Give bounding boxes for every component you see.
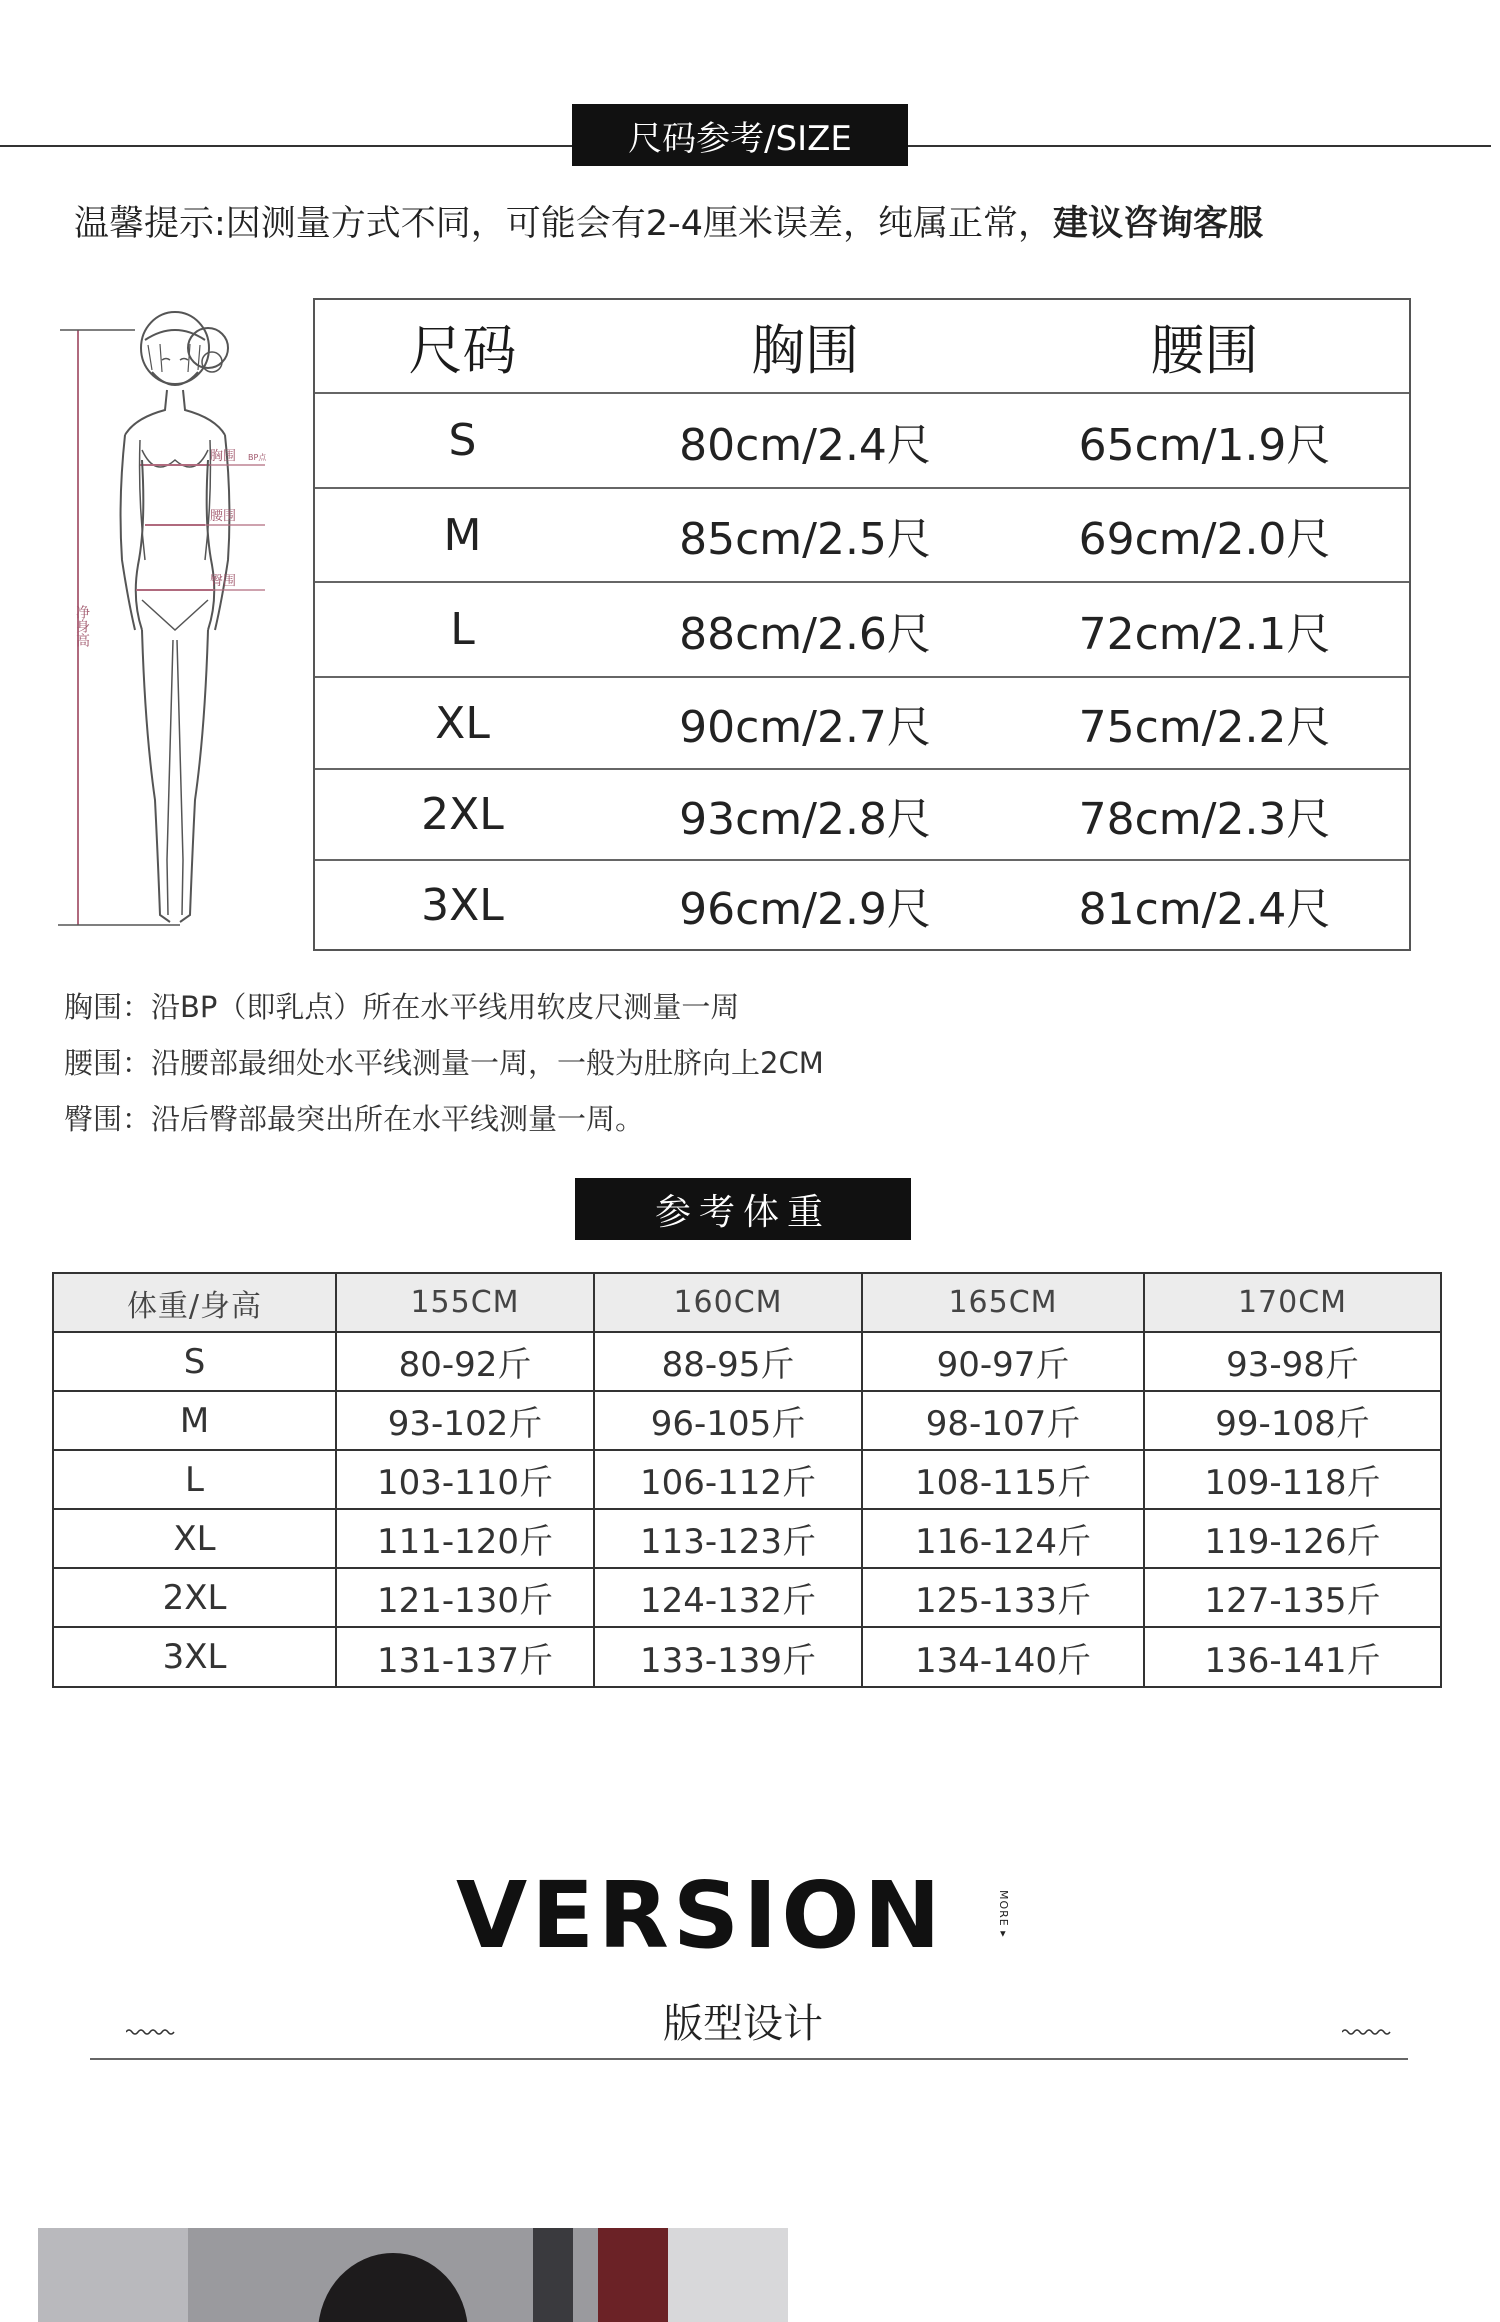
waist-cell: 81cm/2.4尺 — [1078, 884, 1331, 935]
waist-cell: 75cm/2.2尺 — [1078, 702, 1331, 753]
size-cell: L — [450, 604, 475, 655]
bust-cell: 96cm/2.9尺 — [679, 884, 931, 935]
weight-cell: 119-126斤 — [1204, 1522, 1381, 1562]
body-figure-illustration — [50, 300, 310, 940]
more-link[interactable] — [997, 1890, 1010, 1938]
weight-header-160: 160CM — [595, 1274, 863, 1331]
weight-cell: 93-102斤 — [337, 1392, 595, 1449]
size-table-row — [315, 678, 1409, 770]
weight-table-row — [54, 1451, 1440, 1510]
waist-cell: 69cm/2.0尺 — [1078, 514, 1331, 565]
size-cell: 3XL — [421, 879, 504, 931]
weight-header-165: 165CM — [863, 1274, 1145, 1331]
weight-cell: 93-98斤 — [1226, 1345, 1359, 1385]
figure-label-height: 净身高 — [74, 605, 90, 647]
version-subtitle: 版型设计 — [663, 2001, 823, 2047]
weight-cell: 109-118斤 — [1204, 1463, 1381, 1503]
bust-cell: 93cm/2.8尺 — [679, 793, 931, 845]
tip-bold: 建议咨询客服 — [1052, 204, 1263, 244]
size-table-row — [315, 770, 1409, 861]
weight-size-cell: S — [54, 1333, 337, 1390]
figure-label-hip: 臀围 — [210, 574, 237, 589]
size-table-header — [315, 300, 1409, 394]
product-photo — [38, 2228, 788, 2322]
bust-cell: 85cm/2.5尺 — [679, 514, 931, 565]
size-header-waist: 腰围 — [1150, 318, 1259, 382]
weight-cell: 80-92斤 — [337, 1333, 595, 1390]
squiggle-decoration-left — [126, 2027, 178, 2037]
weight-header-170: 170CM — [1237, 1285, 1348, 1320]
more-label: MORE — [997, 1890, 1010, 1927]
weight-cell: 106-112斤 — [595, 1451, 863, 1508]
weight-table-row — [54, 1569, 1440, 1628]
weight-size-cell: XL — [54, 1510, 337, 1567]
header-line-left — [0, 145, 572, 147]
weight-table-row — [54, 1392, 1440, 1451]
weight-table-header — [54, 1274, 1440, 1333]
weight-table-row — [54, 1510, 1440, 1569]
weight-table-row — [54, 1628, 1440, 1686]
weight-cell: 88-95斤 — [595, 1333, 863, 1390]
figure-label-waist: 腰围 — [210, 509, 237, 524]
bust-cell: 80cm/2.4尺 — [679, 419, 931, 471]
weight-size-cell: M — [54, 1392, 337, 1449]
size-header-bust: 胸围 — [751, 318, 859, 382]
weight-cell: 131-137斤 — [337, 1628, 595, 1686]
weight-cell: 116-124斤 — [863, 1510, 1145, 1567]
weight-table-row — [54, 1333, 1440, 1392]
weight-section-title: 参考体重 — [575, 1178, 911, 1240]
size-section-title: 尺码参考/SIZE — [572, 104, 908, 166]
size-table-row — [315, 861, 1409, 949]
size-cell: 2XL — [421, 789, 504, 840]
weight-size-cell: 3XL — [54, 1628, 337, 1686]
weight-cell: 113-123斤 — [595, 1510, 863, 1567]
weight-cell: 127-135斤 — [1204, 1581, 1381, 1621]
weight-cell: 134-140斤 — [863, 1628, 1145, 1686]
weight-cell: 108-115斤 — [863, 1451, 1145, 1508]
weight-header-155: 155CM — [337, 1274, 595, 1331]
weight-cell: 121-130斤 — [337, 1569, 595, 1626]
size-cell: XL — [435, 697, 490, 749]
note-bust: 胸围：沿BP（即乳点）所在水平线用软皮尺测量一周 — [64, 990, 740, 1024]
version-title: VERSION — [456, 1862, 945, 1969]
weight-cell: 136-141斤 — [1204, 1640, 1381, 1681]
figure-label-bust: 胸围 — [210, 449, 237, 464]
weight-header-label: 体重/身高 — [54, 1274, 337, 1331]
weight-cell: 99-108斤 — [1215, 1404, 1370, 1444]
weight-table — [52, 1272, 1442, 1688]
size-cell: S — [448, 415, 477, 466]
weight-cell: 96-105斤 — [595, 1392, 863, 1449]
section-divider — [90, 2058, 1408, 2060]
waist-cell: 78cm/2.3尺 — [1078, 793, 1331, 845]
weight-cell: 125-133斤 — [863, 1569, 1145, 1626]
weight-cell: 133-139斤 — [595, 1628, 863, 1686]
weight-size-cell: 2XL — [54, 1569, 337, 1626]
chevron-right-icon: ▸ — [997, 1926, 1010, 1938]
squiggle-decoration-right — [1342, 2027, 1394, 2037]
tip-prefix: 温馨提示:因测量方式不同，可能会有2-4厘米误差，纯属正常， — [74, 204, 1053, 244]
weight-cell: 124-132斤 — [595, 1569, 863, 1626]
tip-text — [74, 196, 1263, 246]
size-header-size: 尺码 — [408, 318, 517, 382]
note-waist: 腰围：沿腰部最细处水平线测量一周，一般为肚脐向上2CM — [64, 1046, 824, 1080]
weight-size-cell: L — [54, 1451, 337, 1508]
size-cell: M — [443, 509, 482, 561]
size-table-row — [315, 394, 1409, 489]
size-table-row — [315, 583, 1409, 678]
waist-cell: 72cm/2.1尺 — [1078, 608, 1331, 660]
figure-label-bp: BP点 — [248, 453, 267, 462]
weight-cell: 103-110斤 — [337, 1451, 595, 1508]
weight-cell: 90-97斤 — [863, 1333, 1145, 1390]
waist-cell: 65cm/1.9尺 — [1078, 419, 1331, 471]
bust-cell: 90cm/2.7尺 — [679, 702, 931, 753]
weight-cell: 111-120斤 — [337, 1510, 595, 1567]
note-hip: 臀围：沿后臀部最突出所在水平线测量一周。 — [64, 1102, 645, 1136]
weight-cell: 98-107斤 — [863, 1392, 1145, 1449]
size-table-row — [315, 489, 1409, 583]
size-table — [313, 298, 1411, 951]
header-line-right — [908, 145, 1491, 147]
bust-cell: 88cm/2.6尺 — [679, 608, 931, 660]
